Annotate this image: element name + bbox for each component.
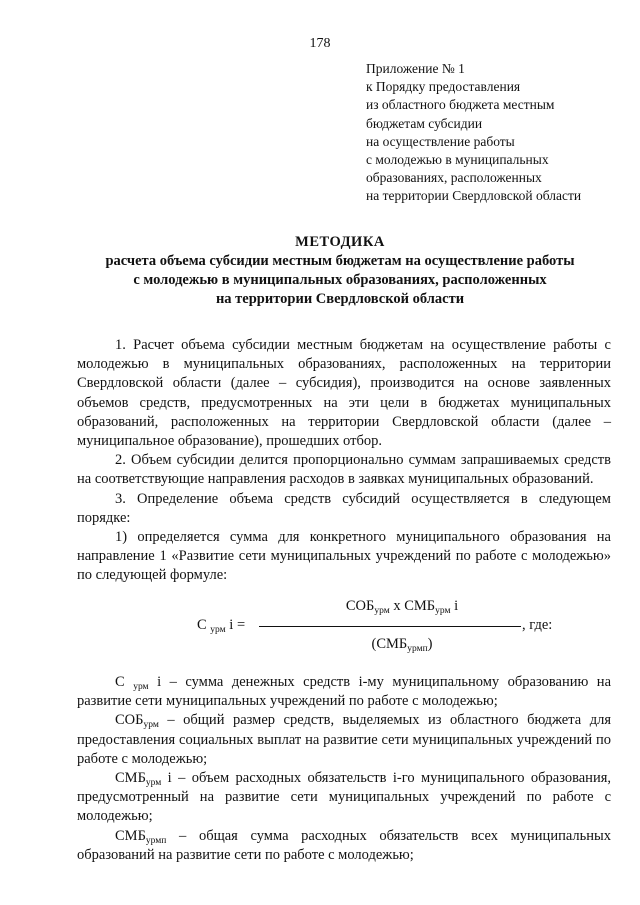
title-line: расчета объема субсидии местным бюджетам на осуществление работы — [105, 253, 575, 269]
formula-subscript: урм — [435, 606, 451, 616]
definition-2 — [77, 711, 611, 769]
formula-subscript: урмп — [407, 644, 428, 654]
definition-4 — [77, 827, 611, 865]
body-text — [77, 336, 611, 586]
definition-text: i – объем расходных обязательств i-го муниципального образования, предусмотренный на развитие сети муниципальных учреждений по работе с молодежью; — [77, 770, 611, 825]
formula-index: i — [450, 598, 459, 614]
paragraph-1: 1. Расчет объема субсидии местным бюджетам на осуществление работы с молодежью в муниципальных образованиях, расположенных на территории Свердловской области (далее – субсидия), производится на основе заявленных объемов средств, предусмотренных на эти цели в бюджетах муниципальных образований, расположенных на территории Свердловской области (далее – муниципальное образование), прошедших отбор. — [77, 337, 611, 450]
formula-lhs — [197, 617, 245, 634]
formula-numerator — [307, 598, 497, 615]
definition-text: i – сумма денежных средств i-му муниципальному образованию на развитие сети муниципальных учреждений по работе с молодежью; — [77, 674, 612, 710]
formula-operator: х — [389, 598, 405, 614]
formula-bracket: ) — [427, 636, 433, 652]
appendix-header — [366, 60, 628, 206]
definition-subscript: урм — [133, 682, 149, 692]
definition-term: СМБ — [115, 827, 146, 844]
title-main: МЕТОДИКА — [295, 234, 385, 250]
appendix-line: с молодежью в муниципальных — [366, 152, 549, 168]
formula-subscript: урм — [210, 625, 226, 635]
title-line: на территории Свердловской области — [215, 291, 465, 307]
formula-where: , где: — [522, 617, 553, 633]
paragraph-2: 2. Объем субсидии делится пропорционально суммам запрашиваемых средств на соответствующие направления расходов в заявках муниципальных образований. — [77, 452, 611, 488]
fraction-line — [259, 626, 521, 627]
definition-term: СОБ — [115, 712, 144, 729]
appendix-line: образованиях, расположенных — [366, 170, 542, 186]
appendix-line: к Порядку предоставления — [366, 79, 521, 95]
paragraph-3: 3. Определение объема средств субсидий осуществляется в следующем порядке: — [77, 490, 611, 526]
title-line: с молодежью в муниципальных образованиях, расположенных — [133, 272, 547, 288]
paragraph-4: 1) определяется сумма для конкретного муниципального образования на направление 1 «Развитие сети муниципальных учреждений по работе с молодежью» по следующей формуле: — [77, 529, 611, 584]
document-title — [60, 233, 620, 309]
definition-subscript: урм — [143, 720, 159, 731]
definition-text: – общий размер средств, выделяемых из областного бюджета для предоставления социальных выплат на развитие сети муниципальных учреждений по работе с молодежью; — [77, 712, 611, 767]
definitions — [77, 673, 611, 865]
appendix-line: из областного бюджета местным — [366, 97, 555, 113]
definition-3 — [77, 769, 611, 827]
formula-term: С — [197, 617, 211, 633]
formula-denominator — [307, 636, 497, 653]
definition-1 — [77, 673, 611, 711]
formula-term: СМБ — [404, 598, 436, 614]
appendix-line: Приложение № 1 — [366, 61, 465, 76]
page-number: 178 — [309, 36, 331, 51]
appendix-line: на территории Свердловской области — [366, 188, 582, 204]
appendix-line: бюджетам субсидии — [366, 115, 483, 131]
formula — [77, 598, 611, 658]
formula-subscript: урм — [374, 606, 390, 616]
definition-text: – общая сумма расходных обязательств всех муниципальных образований на развитие сети по работе с молодежью; — [77, 827, 611, 863]
formula-term: (СМБ — [371, 636, 408, 652]
appendix-line: на осуществление работы — [366, 133, 515, 149]
definition-subscript: урм — [145, 778, 162, 789]
formula-term: СОБ — [345, 598, 375, 614]
definition-term: С — [115, 674, 125, 690]
definition-term: СМБ — [115, 770, 146, 787]
formula-equals: i = — [225, 617, 246, 633]
definition-subscript: урмп — [145, 835, 167, 846]
